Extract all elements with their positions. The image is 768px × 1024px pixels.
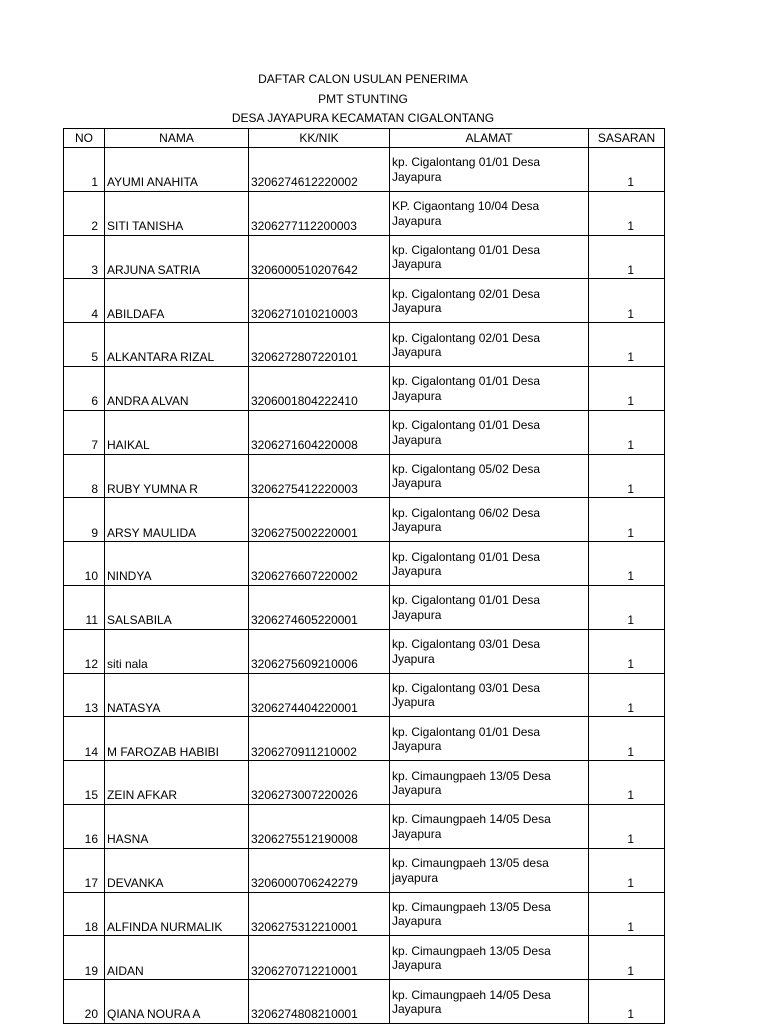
table-row <box>64 366 665 410</box>
alamat-line-1: kp. Cimaungpaeh 13/05 Desa <box>392 943 551 958</box>
cell-no: 17 <box>64 848 105 892</box>
header-alamat: ALAMAT <box>390 129 589 148</box>
alamat-line-2: Jayapura <box>392 564 442 579</box>
cell-sasaran: 1 <box>589 761 665 805</box>
alamat-line-1: kp. Cigalontang 02/01 Desa <box>392 330 541 345</box>
cell-nik: 3206000510207642 <box>249 235 390 279</box>
cell-alamat <box>390 761 589 805</box>
alamat-line-2: jayapura <box>392 870 439 885</box>
cell-no: 14 <box>64 717 105 761</box>
cell-nama: NATASYA <box>105 673 249 717</box>
cell-no: 2 <box>64 191 105 235</box>
cell-no: 4 <box>64 279 105 323</box>
cell-alamat <box>390 980 589 1024</box>
table-row <box>64 323 665 367</box>
alamat-line-1: kp. Cigalontang 01/01 Desa <box>392 724 541 739</box>
cell-no: 13 <box>64 673 105 717</box>
cell-nik: 3206275412220003 <box>249 454 390 498</box>
cell-nama: SITI TANISHA <box>105 191 249 235</box>
table-row <box>64 235 665 279</box>
cell-no: 16 <box>64 804 105 848</box>
cell-alamat <box>390 848 589 892</box>
cell-no: 20 <box>64 980 105 1024</box>
header-nik: KK/NIK <box>249 129 390 148</box>
cell-sasaran: 1 <box>589 804 665 848</box>
cell-nik: 3206275002220001 <box>249 498 390 542</box>
cell-alamat <box>390 673 589 717</box>
cell-sasaran: 1 <box>589 454 665 498</box>
cell-nik: 3206272807220101 <box>249 323 390 367</box>
alamat-line-1: kp. Cigalontang 01/01 Desa <box>392 593 541 608</box>
document-location: DESA JAYAPURA KECAMATAN CIGALONTANG <box>231 111 495 125</box>
alamat-line-2: Jyapura <box>392 695 435 710</box>
cell-alamat <box>390 323 589 367</box>
cell-no: 12 <box>64 629 105 673</box>
cell-nama: SALSABILA <box>105 585 249 629</box>
cell-no: 6 <box>64 366 105 410</box>
cell-nama: NINDYA <box>105 542 249 586</box>
cell-nama: ZEIN AFKAR <box>105 761 249 805</box>
header-no: NO <box>64 129 105 148</box>
cell-no: 15 <box>64 761 105 805</box>
cell-no: 19 <box>64 936 105 980</box>
cell-nama: HAIKAL <box>105 410 249 454</box>
table-row <box>64 892 665 936</box>
alamat-line-1: kp. Cigalontang 03/01 Desa <box>392 680 541 695</box>
alamat-line-2: Jayapura <box>392 301 442 316</box>
cell-nik: 3206276607220002 <box>249 542 390 586</box>
cell-nik: 3206270911210002 <box>249 717 390 761</box>
cell-alamat <box>390 629 589 673</box>
cell-alamat <box>390 279 589 323</box>
alamat-line-2: Jayapura <box>392 1002 442 1017</box>
alamat-line-1: kp. Cigalontang 03/01 Desa <box>392 637 541 652</box>
cell-nik: 3206277112200003 <box>249 191 390 235</box>
alamat-line-2: Jayapura <box>392 520 442 535</box>
cell-nik: 3206271010210003 <box>249 279 390 323</box>
cell-sasaran: 1 <box>589 279 665 323</box>
cell-nama: ALKANTARA RIZAL <box>105 323 249 367</box>
alamat-line-2: Jayapura <box>392 958 442 973</box>
alamat-line-2: Jayapura <box>392 257 442 272</box>
document-subtitle: PMT STUNTING <box>318 92 408 106</box>
cell-alamat <box>390 148 589 192</box>
alamat-line-1: kp. Cigalontang 02/01 Desa <box>392 286 541 301</box>
alamat-line-1: kp. Cigalontang 01/01 Desa <box>392 549 541 564</box>
cell-nama: ARJUNA SATRIA <box>105 235 249 279</box>
cell-nik: 3206270712210001 <box>249 936 390 980</box>
recipient-table <box>63 128 665 1024</box>
table-row <box>64 980 665 1024</box>
alamat-line-1: kp. Cimaungpaeh 13/05 desa <box>392 856 549 871</box>
alamat-line-1: kp. Cimaungpaeh 13/05 Desa <box>392 768 551 783</box>
cell-no: 8 <box>64 454 105 498</box>
alamat-line-1: kp. Cimaungpaeh 14/05 Desa <box>392 812 551 827</box>
alamat-line-1: kp. Cimaungpaeh 13/05 Desa <box>392 899 551 914</box>
cell-nik: 3206275312210001 <box>249 892 390 936</box>
cell-nama: DEVANKA <box>105 848 249 892</box>
table-row <box>64 498 665 542</box>
cell-nik: 3206274404220001 <box>249 673 390 717</box>
cell-no: 11 <box>64 585 105 629</box>
alamat-line-2: Jayapura <box>392 607 442 622</box>
table-row <box>64 848 665 892</box>
alamat-line-1: KP. Cigaontang 10/04 Desa <box>392 199 540 214</box>
alamat-line-2: Jayapura <box>392 476 442 491</box>
cell-nama: ABILDAFA <box>105 279 249 323</box>
alamat-line-2: Jayapura <box>392 169 442 184</box>
cell-no: 1 <box>64 148 105 192</box>
cell-alamat <box>390 936 589 980</box>
cell-alamat <box>390 804 589 848</box>
cell-nama: M FAROZAB HABIBI <box>105 717 249 761</box>
cell-nik: 3206273007220026 <box>249 761 390 805</box>
header-sasaran: SASARAN <box>589 129 665 148</box>
cell-nik: 3206274612220002 <box>249 148 390 192</box>
cell-alamat <box>390 717 589 761</box>
alamat-line-1: kp. Cigalontang 05/02 Desa <box>392 461 541 476</box>
cell-nama: HASNA <box>105 804 249 848</box>
cell-nama: RUBY YUMNA R <box>105 454 249 498</box>
cell-sasaran: 1 <box>589 892 665 936</box>
cell-nama: ARSY MAULIDA <box>105 498 249 542</box>
table-row <box>64 936 665 980</box>
cell-no: 10 <box>64 542 105 586</box>
cell-nik: 3206275609210006 <box>249 629 390 673</box>
document-title: DAFTAR CALON USULAN PENERIMA <box>258 72 468 86</box>
cell-sasaran: 1 <box>589 585 665 629</box>
table-row <box>64 454 665 498</box>
cell-sasaran: 1 <box>589 848 665 892</box>
cell-no: 3 <box>64 235 105 279</box>
cell-sasaran: 1 <box>589 980 665 1024</box>
cell-nik: 3206000706242279 <box>249 848 390 892</box>
alamat-line-1: kp. Cigalontang 01/01 Desa <box>392 418 541 433</box>
alamat-line-2: Jyapura <box>392 651 435 666</box>
cell-sasaran: 1 <box>589 191 665 235</box>
cell-sasaran: 1 <box>589 936 665 980</box>
table-row <box>64 673 665 717</box>
table-row <box>64 542 665 586</box>
cell-alamat <box>390 585 589 629</box>
cell-sasaran: 1 <box>589 717 665 761</box>
alamat-line-1: kp. Cigalontang 01/01 Desa <box>392 374 541 389</box>
cell-nik: 3206275512190008 <box>249 804 390 848</box>
header-nama: NAMA <box>105 129 249 148</box>
cell-nama: ALFINDA NURMALIK <box>105 892 249 936</box>
table-row <box>64 761 665 805</box>
cell-sasaran: 1 <box>589 673 665 717</box>
cell-sasaran: 1 <box>589 629 665 673</box>
cell-sasaran: 1 <box>589 542 665 586</box>
cell-no: 7 <box>64 410 105 454</box>
cell-sasaran: 1 <box>589 148 665 192</box>
alamat-line-2: Jayapura <box>392 783 442 798</box>
cell-alamat <box>390 410 589 454</box>
table-row <box>64 717 665 761</box>
table-row <box>64 629 665 673</box>
cell-alamat <box>390 454 589 498</box>
alamat-line-1: kp. Cigalontang 01/01 Desa <box>392 155 541 170</box>
alamat-line-2: Jayapura <box>392 914 442 929</box>
alamat-line-2: Jayapura <box>392 213 442 228</box>
cell-nama: AIDAN <box>105 936 249 980</box>
cell-nama: QIANA NOURA A <box>105 980 249 1024</box>
alamat-line-2: Jayapura <box>392 826 442 841</box>
cell-nik: 3206274605220001 <box>249 585 390 629</box>
cell-sasaran: 1 <box>589 323 665 367</box>
alamat-line-2: Jayapura <box>392 345 442 360</box>
table-row <box>64 585 665 629</box>
cell-alamat <box>390 366 589 410</box>
cell-nama: siti nala <box>105 629 249 673</box>
cell-sasaran: 1 <box>589 498 665 542</box>
cell-nik: 3206271604220008 <box>249 410 390 454</box>
cell-nik: 3206001804222410 <box>249 366 390 410</box>
table-row <box>64 148 665 192</box>
cell-no: 9 <box>64 498 105 542</box>
alamat-line-1: kp. Cigalontang 01/01 Desa <box>392 242 541 257</box>
cell-alamat <box>390 542 589 586</box>
table-header-row <box>64 129 665 148</box>
cell-alamat <box>390 191 589 235</box>
alamat-line-1: kp. Cimaungpaeh 14/05 Desa <box>392 987 551 1002</box>
table-row <box>64 804 665 848</box>
cell-nama: AYUMI ANAHITA <box>105 148 249 192</box>
cell-sasaran: 1 <box>589 235 665 279</box>
cell-no: 18 <box>64 892 105 936</box>
cell-alamat <box>390 235 589 279</box>
cell-alamat <box>390 498 589 542</box>
table-row <box>64 279 665 323</box>
table-row <box>64 191 665 235</box>
cell-sasaran: 1 <box>589 366 665 410</box>
cell-nik: 3206274808210001 <box>249 980 390 1024</box>
table-row <box>64 410 665 454</box>
cell-no: 5 <box>64 323 105 367</box>
alamat-line-2: Jayapura <box>392 739 442 754</box>
alamat-line-2: Jayapura <box>392 388 442 403</box>
alamat-line-2: Jayapura <box>392 432 442 447</box>
alamat-line-1: kp. Cigalontang 06/02 Desa <box>392 505 541 520</box>
cell-nama: ANDRA ALVAN <box>105 366 249 410</box>
cell-sasaran: 1 <box>589 410 665 454</box>
cell-alamat <box>390 892 589 936</box>
